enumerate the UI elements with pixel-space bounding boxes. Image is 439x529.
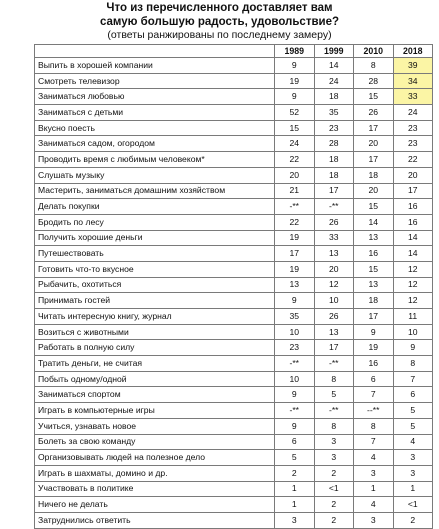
value-cell: 3 — [275, 512, 315, 528]
value-cell: 15 — [354, 261, 394, 277]
header-cell-2018: 2018 — [393, 45, 433, 58]
value-cell: 14 — [393, 230, 433, 246]
title-line-1: Что из перечисленного доставляет вам — [106, 2, 333, 14]
survey-table — [34, 44, 433, 529]
value-cell: 11 — [393, 309, 433, 325]
row-label: Рыбачить, охотиться — [35, 277, 275, 293]
table-row — [35, 89, 433, 105]
value-cell: 26 — [314, 309, 354, 325]
value-cell: 5 — [393, 403, 433, 419]
table-row — [35, 418, 433, 434]
table-row — [35, 73, 433, 89]
value-cell: 17 — [393, 183, 433, 199]
row-label: Путешествовать — [35, 246, 275, 262]
value-cell: 22 — [275, 214, 315, 230]
value-cell: 1 — [354, 481, 394, 497]
value-cell: 22 — [275, 152, 315, 168]
value-cell: 20 — [275, 167, 315, 183]
value-cell: -** — [314, 403, 354, 419]
value-cell: 23 — [314, 120, 354, 136]
value-cell: 5 — [393, 418, 433, 434]
page-subtitle: (ответы ранжированы по последнему замеру) — [107, 29, 332, 41]
value-cell: 17 — [275, 246, 315, 262]
value-cell: 17 — [354, 152, 394, 168]
value-cell: 10 — [393, 324, 433, 340]
row-label: Заниматься любовью — [35, 89, 275, 105]
value-cell: 17 — [314, 183, 354, 199]
value-cell: 8 — [314, 418, 354, 434]
value-cell: 7 — [354, 434, 394, 450]
value-cell: 19 — [354, 340, 394, 356]
value-cell: 13 — [354, 277, 394, 293]
value-cell: 15 — [275, 120, 315, 136]
row-label: Мастерить, заниматься домашним хозяйством — [35, 183, 275, 199]
table-body — [35, 58, 433, 529]
value-cell: 15 — [354, 89, 394, 105]
value-cell: 35 — [314, 105, 354, 121]
value-cell: 39 — [393, 58, 433, 74]
value-cell: 10 — [275, 324, 315, 340]
table-row — [35, 450, 433, 466]
value-cell: -** — [275, 199, 315, 215]
value-cell: 14 — [393, 246, 433, 262]
value-cell: 9 — [275, 387, 315, 403]
value-cell: 12 — [393, 293, 433, 309]
value-cell: 16 — [354, 356, 394, 372]
table-row — [35, 293, 433, 309]
row-label: Выпить в хорошей компании — [35, 58, 275, 74]
value-cell: 8 — [354, 418, 394, 434]
value-cell: 2 — [393, 512, 433, 528]
value-cell: 12 — [393, 277, 433, 293]
row-label: Возиться с животными — [35, 324, 275, 340]
value-cell: 13 — [314, 324, 354, 340]
value-cell: 22 — [393, 152, 433, 168]
table-row — [35, 58, 433, 74]
value-cell: 3 — [314, 434, 354, 450]
row-label: Смотреть телевизор — [35, 73, 275, 89]
row-label: Слушать музыку — [35, 167, 275, 183]
value-cell: 20 — [354, 183, 394, 199]
value-cell: 24 — [275, 136, 315, 152]
table-row — [35, 136, 433, 152]
row-label: Принимать гостей — [35, 293, 275, 309]
page-title — [0, 0, 439, 29]
value-cell: 19 — [275, 73, 315, 89]
value-cell: 8 — [354, 58, 394, 74]
value-cell: 24 — [393, 105, 433, 121]
row-label: Болеть за свою команду — [35, 434, 275, 450]
table-row — [35, 277, 433, 293]
value-cell: 33 — [314, 230, 354, 246]
value-cell: 18 — [314, 167, 354, 183]
table-row — [35, 214, 433, 230]
row-label: Получить хорошие деньги — [35, 230, 275, 246]
table-row — [35, 261, 433, 277]
value-cell: 1 — [275, 481, 315, 497]
table-row — [35, 230, 433, 246]
value-cell: 3 — [354, 512, 394, 528]
table-row — [35, 309, 433, 325]
row-label: Читать интересную книгу, журнал — [35, 309, 275, 325]
table-row — [35, 120, 433, 136]
value-cell: 5 — [314, 387, 354, 403]
table-row — [35, 183, 433, 199]
table-row — [35, 387, 433, 403]
table-row — [35, 105, 433, 121]
value-cell: 23 — [275, 340, 315, 356]
value-cell: 20 — [393, 167, 433, 183]
row-label: Организовывать людей на полезное дело — [35, 450, 275, 466]
value-cell: 13 — [354, 230, 394, 246]
table-row — [35, 434, 433, 450]
table-row — [35, 403, 433, 419]
value-cell: 24 — [314, 73, 354, 89]
row-label: Работать в полную силу — [35, 340, 275, 356]
table-row — [35, 340, 433, 356]
value-cell: 28 — [354, 73, 394, 89]
title-line-2: самую большую радость, удовольствие? — [99, 16, 340, 28]
value-cell: -** — [314, 356, 354, 372]
value-cell: 6 — [354, 371, 394, 387]
row-label: Тратить деньги, не считая — [35, 356, 275, 372]
value-cell: 14 — [354, 214, 394, 230]
value-cell: 9 — [275, 293, 315, 309]
row-label: Готовить что-то вкусное — [35, 261, 275, 277]
value-cell: -** — [314, 199, 354, 215]
row-label: Заниматься садом, огородом — [35, 136, 275, 152]
value-cell: 34 — [393, 73, 433, 89]
value-cell: 1 — [275, 497, 315, 513]
value-cell: 6 — [393, 387, 433, 403]
table-row — [35, 371, 433, 387]
row-label: Играть в компьютерные игры — [35, 403, 275, 419]
value-cell: 5 — [275, 450, 315, 466]
row-label: Играть в шахматы, домино и др. — [35, 465, 275, 481]
value-cell: 52 — [275, 105, 315, 121]
value-cell: 8 — [314, 371, 354, 387]
header-cell-1989: 1989 — [275, 45, 315, 58]
table-row — [35, 324, 433, 340]
table-row — [35, 167, 433, 183]
value-cell: 20 — [354, 136, 394, 152]
value-cell: 19 — [275, 230, 315, 246]
value-cell: 16 — [354, 246, 394, 262]
table-row — [35, 152, 433, 168]
value-cell: 9 — [393, 340, 433, 356]
row-label: Заниматься спортом — [35, 387, 275, 403]
value-cell: 9 — [354, 324, 394, 340]
value-cell: 2 — [314, 497, 354, 513]
value-cell: 2 — [314, 465, 354, 481]
value-cell: 9 — [275, 58, 315, 74]
value-cell: -** — [275, 403, 315, 419]
value-cell: 4 — [354, 497, 394, 513]
value-cell: 28 — [314, 136, 354, 152]
row-label: Заниматься с детьми — [35, 105, 275, 121]
row-label: Бродить по лесу — [35, 214, 275, 230]
value-cell: 7 — [393, 371, 433, 387]
header-cell-label — [35, 45, 275, 58]
value-cell: 18 — [354, 167, 394, 183]
value-cell: 2 — [275, 465, 315, 481]
value-cell: 6 — [275, 434, 315, 450]
value-cell: 26 — [354, 105, 394, 121]
value-cell: 13 — [314, 246, 354, 262]
value-cell: 20 — [314, 261, 354, 277]
value-cell: 1 — [393, 481, 433, 497]
value-cell: 17 — [354, 309, 394, 325]
value-cell: 8 — [393, 356, 433, 372]
value-cell: 12 — [393, 261, 433, 277]
header-cell-2010: 2010 — [354, 45, 394, 58]
value-cell: 18 — [314, 152, 354, 168]
value-cell: 3 — [393, 465, 433, 481]
value-cell: 3 — [314, 450, 354, 466]
value-cell: 19 — [275, 261, 315, 277]
value-cell: <1 — [314, 481, 354, 497]
value-cell: 9 — [275, 89, 315, 105]
table-row — [35, 246, 433, 262]
value-cell: 4 — [354, 450, 394, 466]
value-cell: -** — [275, 356, 315, 372]
value-cell: 18 — [354, 293, 394, 309]
value-cell: 12 — [314, 277, 354, 293]
value-cell: 13 — [275, 277, 315, 293]
value-cell: 17 — [354, 120, 394, 136]
value-cell: 9 — [275, 418, 315, 434]
value-cell: 15 — [354, 199, 394, 215]
value-cell: 23 — [393, 136, 433, 152]
value-cell: 26 — [314, 214, 354, 230]
row-label: Проводить время с любимым человеком* — [35, 152, 275, 168]
row-label: Затруднились ответить — [35, 512, 275, 528]
table-row — [35, 481, 433, 497]
value-cell: 7 — [354, 387, 394, 403]
value-cell: 10 — [275, 371, 315, 387]
value-cell: 16 — [393, 199, 433, 215]
value-cell: 23 — [393, 120, 433, 136]
table-row — [35, 356, 433, 372]
value-cell: 3 — [393, 450, 433, 466]
row-label: Учиться, узнавать новое — [35, 418, 275, 434]
row-label: Делать покупки — [35, 199, 275, 215]
value-cell: 18 — [314, 89, 354, 105]
table-header-row — [35, 45, 433, 58]
row-label: Вкусно поесть — [35, 120, 275, 136]
value-cell: 35 — [275, 309, 315, 325]
table-row — [35, 465, 433, 481]
value-cell: --** — [354, 403, 394, 419]
value-cell: 2 — [314, 512, 354, 528]
value-cell: 3 — [354, 465, 394, 481]
value-cell: 21 — [275, 183, 315, 199]
row-label: Побыть одному/одной — [35, 371, 275, 387]
header-cell-1999: 1999 — [314, 45, 354, 58]
value-cell: 4 — [393, 434, 433, 450]
value-cell: 14 — [314, 58, 354, 74]
table-row — [35, 512, 433, 528]
row-label: Участвовать в политике — [35, 481, 275, 497]
value-cell: 33 — [393, 89, 433, 105]
value-cell: 16 — [393, 214, 433, 230]
value-cell: 10 — [314, 293, 354, 309]
value-cell: <1 — [393, 497, 433, 513]
value-cell: 17 — [314, 340, 354, 356]
row-label: Ничего не делать — [35, 497, 275, 513]
table-row — [35, 199, 433, 215]
table-row — [35, 497, 433, 513]
